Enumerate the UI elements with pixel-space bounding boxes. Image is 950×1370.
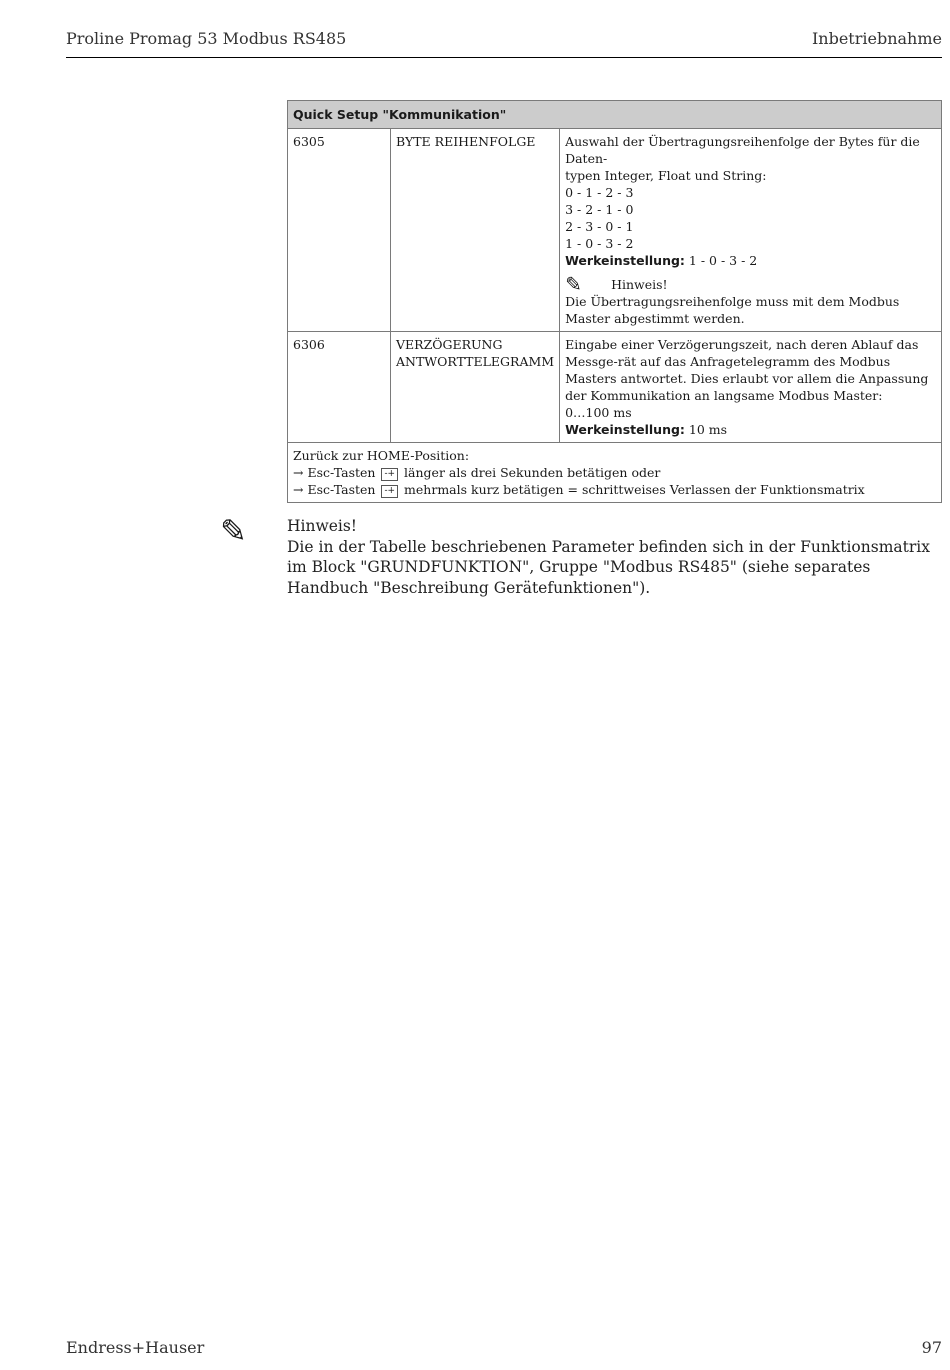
home-instruction-line: → Esc-Tasten -+ länger als drei Sekunden betätigen oder — [293, 465, 661, 480]
default-setting — [565, 252, 936, 269]
pencil-icon: ✎ — [565, 272, 582, 296]
esc-keys-icon: -+ — [381, 468, 398, 481]
row-name-line: ANTWORTTELEGRAMM — [396, 354, 555, 369]
quick-setup-table — [287, 100, 942, 503]
inline-note-text: Die Übertragungsreihenfolge muss mit dem Modbus Master abgestimmt werden. — [565, 294, 900, 326]
desc-text: Eingabe einer Verzögerungszeit, nach deren Ablauf das Messge-rät auf das Anfragetelegramm des Modbus Masters antwortet. Dies erlaubt vor allem die Anpassung der Kommunikation an langsame Modbus Master: — [565, 337, 929, 403]
default-setting — [565, 421, 936, 438]
page-header — [66, 27, 942, 58]
header-section: Inbetriebnahme — [811, 29, 942, 48]
note-content — [287, 516, 947, 598]
table-row — [288, 129, 942, 332]
desc-line: typen Integer, Float und String: — [565, 168, 767, 183]
desc-line: 2 - 3 - 0 - 1 — [565, 219, 634, 234]
desc-line: 0 - 1 - 2 - 3 — [565, 185, 634, 200]
default-value: 10 ms — [684, 422, 728, 437]
note-title: Hinweis! — [287, 517, 358, 535]
inline-note — [565, 272, 936, 296]
page-number: 97 — [921, 1338, 942, 1357]
footer-brand: Endress+Hauser — [66, 1338, 205, 1357]
note-text: Die in der Tabelle beschriebenen Parameter befinden sich in der Funktionsmatrix im Block "GRUNDFUNKTION", Gruppe "Modbus RS485" (siehe separates Handbuch "Beschreibung Gerätefunktionen"). — [287, 537, 930, 597]
row-code: 6305 — [288, 129, 391, 332]
row-description — [560, 332, 942, 443]
row-code: 6306 — [288, 332, 391, 443]
row-name — [391, 332, 560, 443]
table-row — [288, 332, 942, 443]
row-description — [560, 129, 942, 332]
table-footer-row — [288, 443, 942, 503]
default-value: 1 - 0 - 3 - 2 — [684, 253, 758, 268]
esc-keys-icon: -+ — [381, 485, 398, 498]
desc-line: Auswahl der Übertragungsreihenfolge der Bytes für die Daten- — [565, 134, 920, 166]
home-instructions — [288, 443, 942, 503]
default-label: Werkeinstellung: — [565, 253, 685, 268]
home-instructions-title: Zurück zur HOME-Position: — [293, 448, 470, 463]
home-instruction-line: → Esc-Tasten -+ mehrmals kurz betätigen = schrittweises Verlassen der Funktionsmatrix — [293, 482, 865, 497]
row-name-line: VERZÖGERUNG — [396, 337, 503, 352]
table-title: Quick Setup "Kommunikation" — [288, 101, 942, 129]
header-title: Proline Promag 53 Modbus RS485 — [66, 29, 347, 48]
default-label: Werkeinstellung: — [565, 422, 685, 437]
pencil-icon: ✎ — [220, 512, 247, 550]
desc-range: 0…100 ms — [565, 405, 632, 420]
inline-note-title: Hinweis! — [611, 276, 668, 292]
row-name: BYTE REIHENFOLGE — [391, 129, 560, 332]
desc-line: 1 - 0 - 3 - 2 — [565, 236, 634, 251]
desc-line: 3 - 2 - 1 - 0 — [565, 202, 634, 217]
